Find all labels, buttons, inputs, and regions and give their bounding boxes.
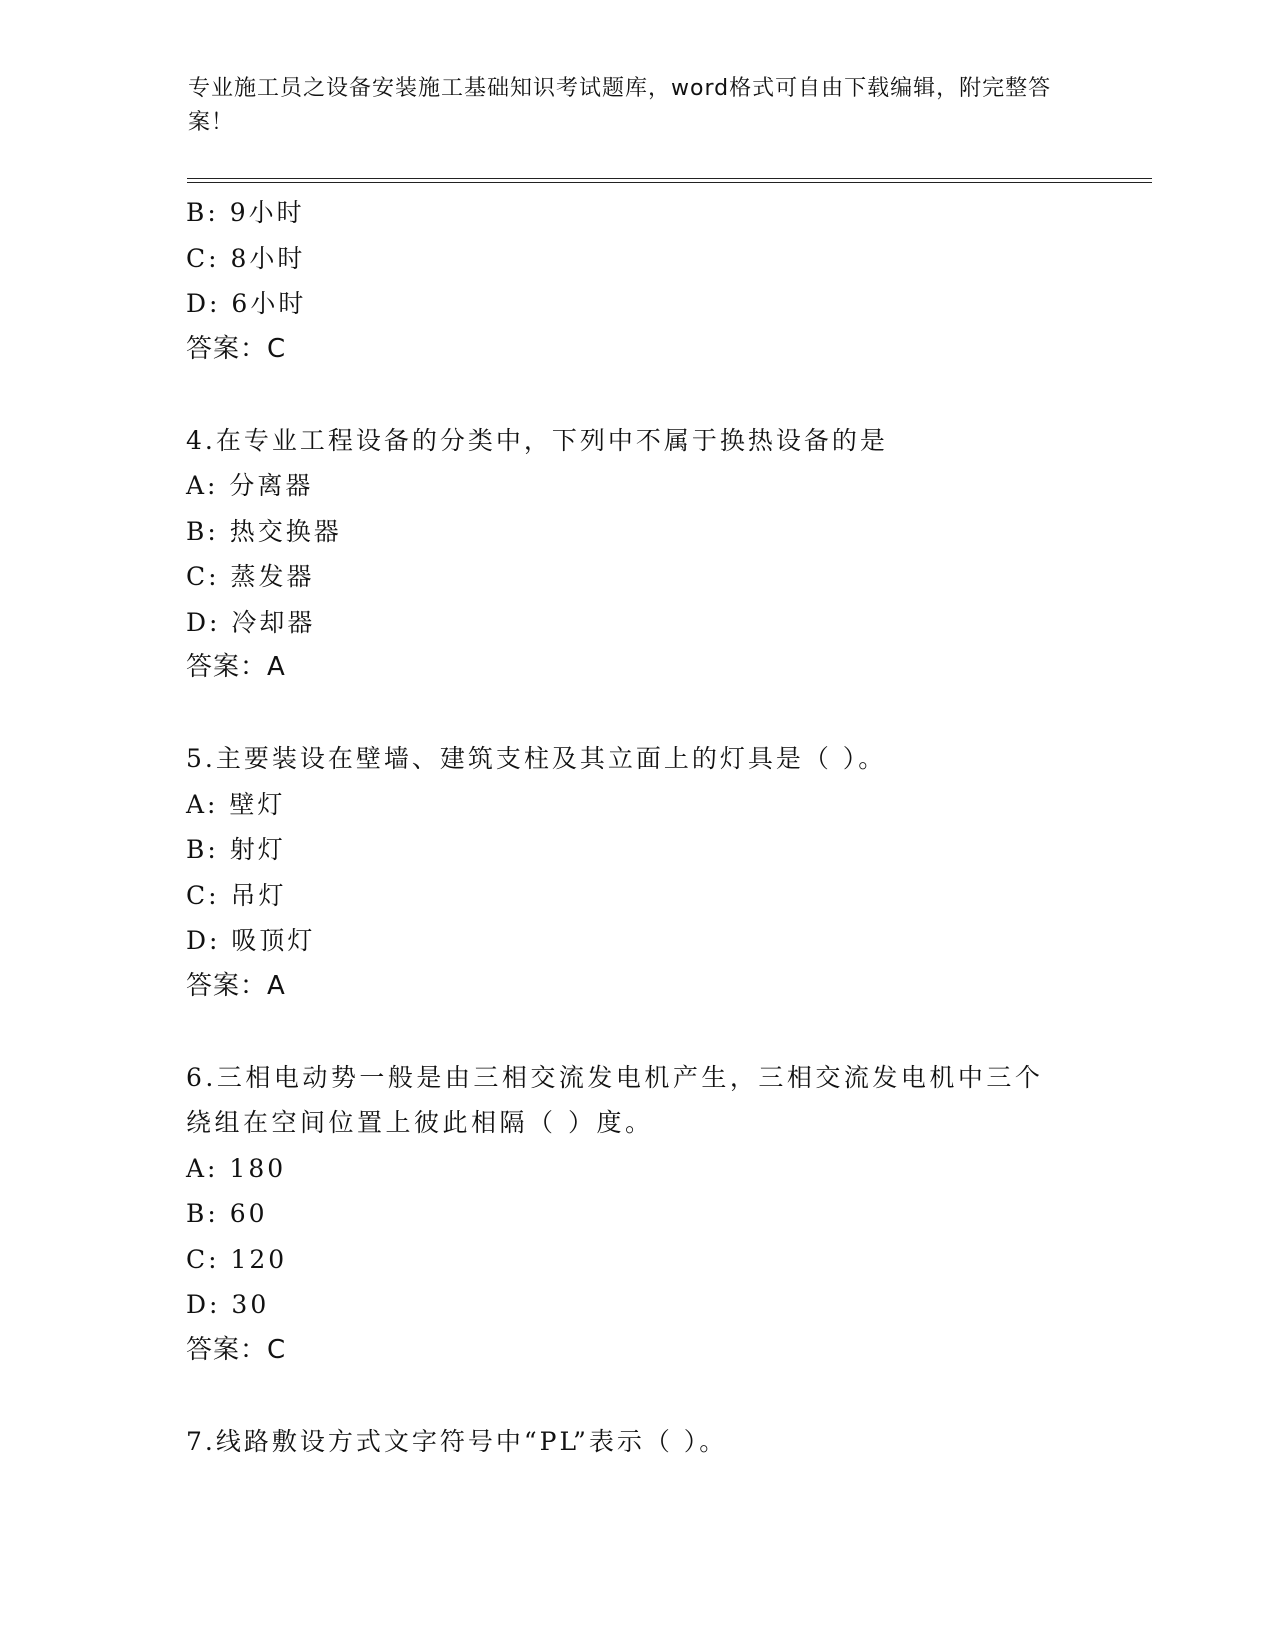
document-header — [188, 72, 1068, 140]
question-3-tail — [186, 190, 1076, 372]
option-d: D: 6小时 — [186, 289, 307, 318]
option-b: B: 60 — [186, 1199, 268, 1228]
question-text: 4.在专业工程设备的分类中，下列中不属于换热设备的是 — [186, 425, 888, 455]
option-d: D: 30 — [186, 1290, 270, 1319]
header-divider-bottom — [187, 182, 1152, 183]
spacer — [186, 1373, 1076, 1419]
option-c: C: 蒸发器 — [186, 562, 315, 591]
spacer — [186, 691, 1076, 737]
option-a: A: 壁灯 — [186, 789, 286, 819]
option-b: B: 9小时 — [186, 198, 305, 227]
option-a: A: 180 — [186, 1153, 287, 1183]
spacer — [186, 1009, 1076, 1055]
spacer — [186, 372, 1076, 418]
option-d: D: 冷却器 — [186, 607, 316, 637]
answer: 答案：C — [186, 1334, 287, 1365]
question-list — [186, 190, 1076, 1464]
option-c: C: 8小时 — [186, 243, 306, 273]
question-4 — [186, 418, 1076, 691]
option-b: B: 热交换器 — [186, 516, 342, 546]
header-title: 专业施工员之设备安装施工基础知识考试题库，word格式可自由下载编辑，附完整答案！ — [188, 76, 1052, 135]
answer: 答案：C — [186, 333, 287, 364]
answer: 答案：A — [186, 970, 286, 1001]
answer: 答案：A — [186, 652, 286, 682]
option-d: D: 吸顶灯 — [186, 926, 316, 955]
question-text: 5.主要装设在壁墙、建筑支柱及其立面上的灯具是（ ）。 — [186, 744, 887, 773]
header-divider-top — [187, 178, 1152, 179]
option-c: C: 吊灯 — [186, 880, 287, 910]
question-text: 6.三相电动势一般是由三相交流发电机产生，三相交流发电机中三个绕组在空间位置上彼此相隔（ ）度。 — [186, 1062, 1044, 1137]
question-7 — [186, 1419, 1076, 1465]
option-b: B: 射灯 — [186, 835, 286, 864]
question-6 — [186, 1055, 1076, 1374]
question-text: 7.线路敷设方式文字符号中“PL”表示（ ）。 — [186, 1426, 728, 1456]
option-c: C: 120 — [186, 1244, 288, 1274]
question-5 — [186, 736, 1076, 1009]
option-a: A: 分离器 — [186, 471, 314, 500]
